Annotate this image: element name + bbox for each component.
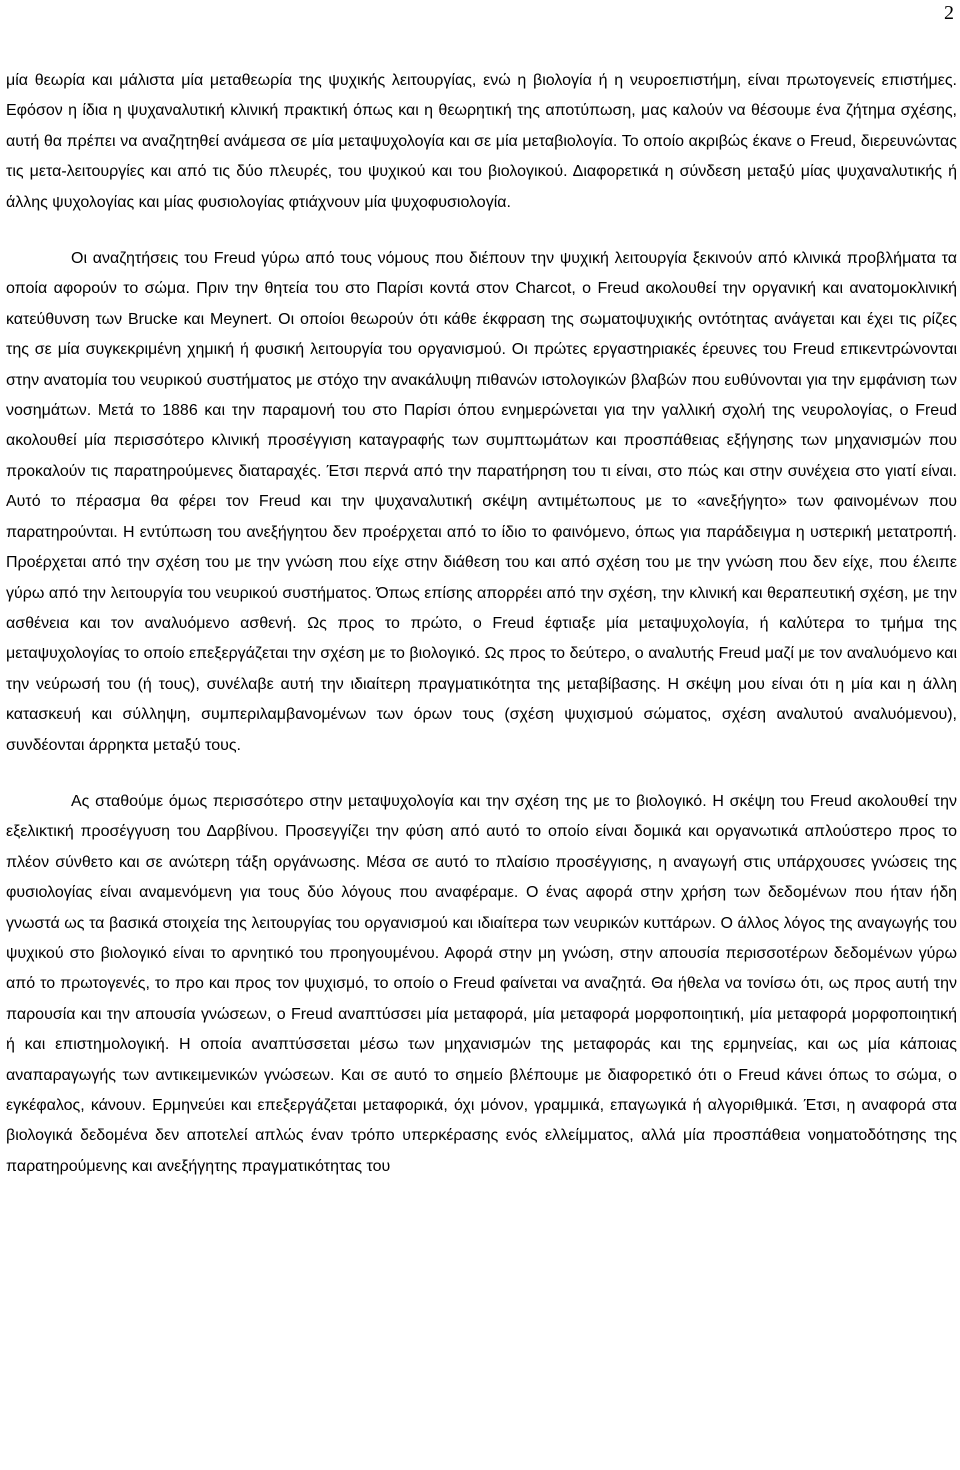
document-body xyxy=(6,66,957,1182)
paragraph-1: μία θεωρία και μάλιστα μία μεταθεωρία της ψυχικής λειτουργίας, ενώ η βιολογία ή η νευροεπιστήμη, είναι πρωτογενείς επιστήμες. Εφόσον η ίδια η ψυχαναλυτική κλινική πρακτική όπως και η θεωρητική της αποτύπωση, μας καλούν να θέσουμε ένα ζήτημα σχέσης, αυτή θα πρέπει να αναζητηθεί ανάμεσα σε μία μεταψυχολογία και σε μία μεταβιολογία. Το οποίο ακριβώς έκανε ο Freud, διερευνώντας τις μετα-λειτουργίες και από τις δύο πλευρές, του ψυχικού και του βιολογικού. Διαφορετικά η σύνδεση μεταξύ μίας ψυχαναλυτικής ή άλλης ψυχολογίας και μίας φυσιολογίας φτιάχνουν μία ψυχοφυσιολογία. xyxy=(6,72,957,211)
page-number: 2 xyxy=(944,2,954,24)
paragraph-2: Οι αναζητήσεις του Freud γύρω από τους νόμους που διέπουν την ψυχική λειτουργία ξεκινούν από κλινικά προβλήματα τα οποία αφορούν το σώμα. Πριν την θητεία του στο Παρίσι κοντά στον Charcot, ο Freud ακολουθεί την οργανική και ανατομοκλινική κατεύθυνση των Brucke και Meynert. Οι οποίοι θεωρούν ότι κάθε έκφραση της σωματοψυχικής οντότητας ανάγεται και έχει τις ρίζες της σε μία συγκεκριμένη χημική ή φυσική λειτουργία του οργανισμού. Οι πρώτες εργαστηριακές έρευνες του Freud επικεντρώνονται στην ανατομία του νευρικού συστήματος με στόχο την ανακάλυψη πιθανών ιστολογικών βλαβών που ευθύνονται για την εμφάνιση των νοσημάτων. Μετά το 1886 και την παραμονή του στο Παρίσι όπου ενημερώνεται για την γαλλική σχολή της νευρολογίας, ο Freud ακολουθεί μία περισσότερο κλινική προσέγγιση καταγραφής των συμπτωμάτων και προσπάθειας εξήγησης των μηχανισμών που προκαλούν τις παρατηρούμενες διαταραχές. Έτσι περνά από την παρατήρηση του τι είναι, στο πώς και στην συνέχεια στο γιατί είναι. Αυτό το πέρασμα θα φέρει τον Freud και την ψυχαναλυτική σκέψη αντιμέτωπους με το «ανεξήγητο» των φαινομένων που παρατηρούνται. Η εντύπωση του ανεξήγητου δεν προέρχεται από το ίδιο το φαινόμενο, όπως για παράδειγμα η υστερική μετατροπή. Προέρχεται από την σχέση του με την γνώση που είχε στην διάθεση του και από σχέση του με την γνώση που δεν είχε, που έλειπε γύρω από την λειτουργία του νευρικού συστήματος. Όπως επίσης απορρέει από την σχέση, την κλινική και θεραπευτική σχέση, με την ασθένεια και τον αναλυόμενο ασθενή. Ως προς το πρώτο, ο Freud έφτιαξε μία μεταψυχολογία, ή καλύτερα το τμήμα της μεταψυχολογίας το οποίο επεξεργάζεται την σχέση με το βιολογικό. Ως προς το δεύτερο, ο αναλυτής Freud μαζί με τον αναλυόμενο και την νεύρωσή του (ή τους), συνέλαβε αυτή την ιδιαίτερη πραγματικότητα της μεταβίβασης. Η σκέψη μου είναι ότι η μία και η άλλη κατασκευή και σύλληψη, συμπεριλαμβανομένων των όρων τους (σχέση ψυχισμού σώματος, σχέση αναλυτού αναλυόμενου), συνδέονται άρρηκτα μεταξύ τους. xyxy=(6,250,957,754)
paragraph-3: Ας σταθούμε όμως περισσότερο στην μεταψυχολογία και την σχέση της με το βιολογικό. Η σκέψη του Freud ακολουθεί την εξελικτική προσέγγυση του Δαρβίνου. Προσεγγίζει την φύση από αυτό το οποίο είναι δομικά και οργανωτικά απλούστερο προς το πλέον σύνθετο και σε ανώτερη τάξη οργάνωσης. Μέσα σε αυτό το πλαίσιο προσέγγισης, η αναγωγή στις υπάρχουσες γνώσεις της φυσιολογίας είναι αναμενόμενη για τους δύο λόγους που αναφέραμε. Ο ένας αφορά στην χρήση των δεδομένων που ήταν ήδη γνωστά ως τα βασικά στοιχεία της λειτουργίας του οργανισμού και ιδιαίτερα των νευρικών κυττάρων. Ο άλλος λόγος της αναγωγής του ψυχικού στο βιολογικό είναι το αρνητικό του προηγουμένου. Αφορά στην μη γνώση, στην απουσία περισσοτέρων δεδομένων γύρω από το πρωτογενές, το προ και προς τον ψυχισμό, το οποίο ο Freud φαίνεται να αναζητά. Θα ήθελα να τονίσω ότι, ως προς αυτή την παρουσία και την απουσία γνώσεων, ο Freud αναπτύσσει μία μεταφορά, μία μεταφορά μορφοποιητική, μία μεταφορά μορφοποιητική ή και επιστημολογική. Η οποία αναπτύσσεται μέσω των μηχανισμών της μεταφοράς και της ερμηνείας, και ως μία κάποιας αναπαραγωγής των αντικειμενικών γνώσεων. Και σε αυτό το σημείο βλέπουμε με διαφορετικό ότι ο Freud κάνει όπως το σώμα, ο εγκέφαλος, κάνουν. Ερμηνεύει και επεξεργάζεται μεταφορικά, όχι μόνον, γραμμικά, επαγωγικά ή αλγοριθμικά. Έτσι, η αναφορά στα βιολογικά δεδομένα δεν αποτελεί απλώς έναν τρόπο υπερκέρασης ενός ελλείμματος, αλλά μία προσπάθεια νοηματοδότησης της παρατηρούμενης και ανεξήγητης πραγματικότητας του xyxy=(6,792,957,1175)
